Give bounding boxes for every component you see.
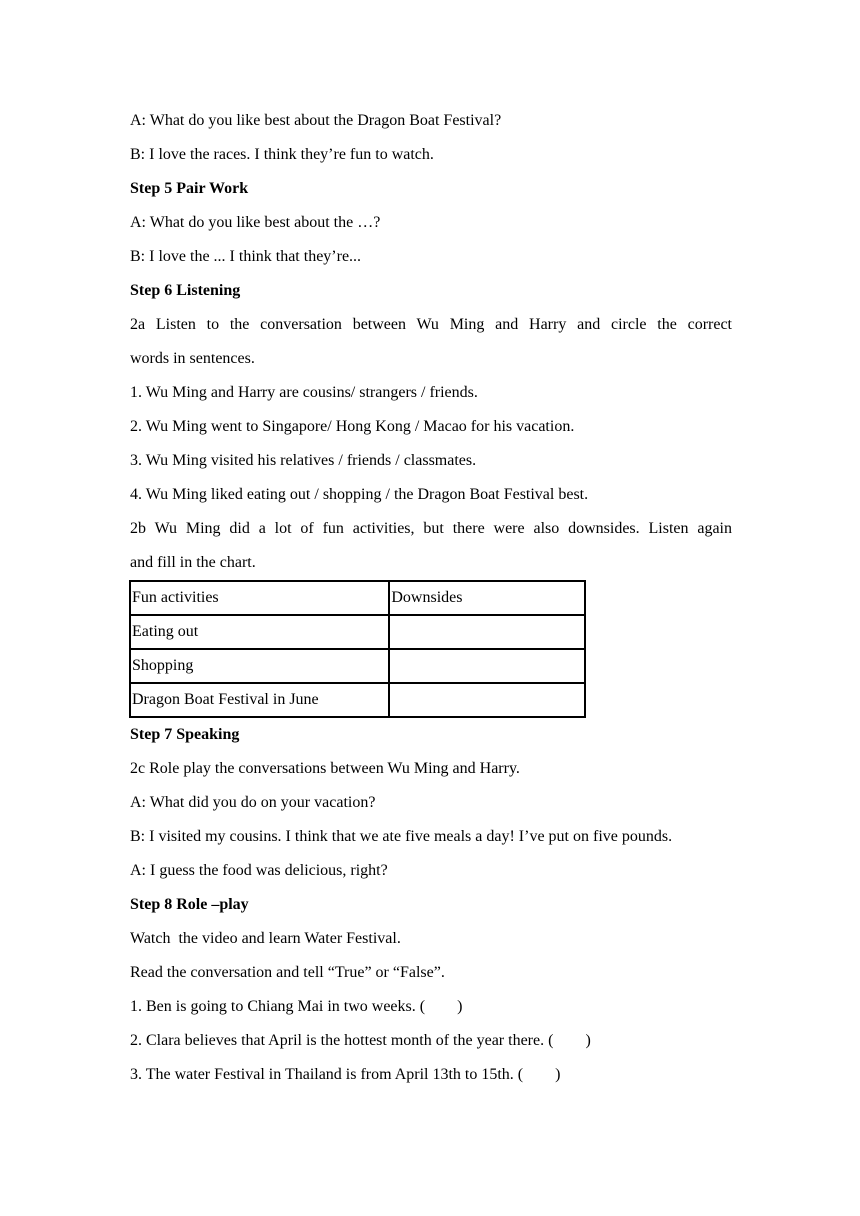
question-item: 1. Wu Ming and Harry are cousins/ strangers / friends. bbox=[130, 384, 478, 401]
dialogue-line: A: What do you like best about the …? bbox=[130, 214, 381, 231]
activities-chart bbox=[129, 580, 586, 718]
step-heading: Step 6 Listening bbox=[130, 282, 241, 299]
dialogue-line: A: What did you do on your vacation? bbox=[130, 794, 376, 811]
table-cell-blank bbox=[389, 683, 585, 717]
document-page bbox=[130, 104, 732, 1092]
task-2b-instruction-cont: and fill in the chart. bbox=[130, 554, 256, 571]
step-heading: Step 5 Pair Work bbox=[130, 180, 249, 197]
question-item: 3. Wu Ming visited his relatives / friends / classmates. bbox=[130, 452, 477, 469]
table-row bbox=[130, 615, 585, 649]
table-cell: Shopping bbox=[130, 649, 389, 683]
table-row bbox=[130, 649, 585, 683]
task-2a-instruction: 2a Listen to the conversation between Wu Ming and Harry and circle the correct bbox=[130, 316, 732, 333]
true-false-item: 3. The water Festival in Thailand is from April 13th to 15th. ( ) bbox=[130, 1066, 561, 1083]
table-header-row bbox=[130, 581, 585, 615]
task-2b-instruction: 2b Wu Ming did a lot of fun activities, but there were also downsides. Listen again bbox=[130, 520, 732, 537]
table-cell: Eating out bbox=[130, 615, 389, 649]
table-cell-blank bbox=[389, 615, 585, 649]
step-heading: Step 7 Speaking bbox=[130, 726, 240, 743]
task-2a-instruction-cont: words in sentences. bbox=[130, 350, 255, 367]
table-header-cell: Fun activities bbox=[130, 581, 389, 615]
table-header-cell: Downsides bbox=[389, 581, 585, 615]
question-item: 2. Wu Ming went to Singapore/ Hong Kong / Macao for his vacation. bbox=[130, 418, 575, 435]
true-false-item: 2. Clara believes that April is the hottest month of the year there. ( ) bbox=[130, 1032, 591, 1049]
dialogue-line: A: I guess the food was delicious, right? bbox=[130, 862, 388, 879]
instruction-line: Watch the video and learn Water Festival. bbox=[130, 930, 401, 947]
dialogue-line: B: I love the races. I think they’re fun to watch. bbox=[130, 146, 434, 163]
dialogue-line: A: What do you like best about the Dragon Boat Festival? bbox=[130, 112, 502, 129]
dialogue-line: B: I visited my cousins. I think that we ate five meals a day! I’ve put on five pounds. bbox=[130, 828, 673, 845]
step-heading: Step 8 Role –play bbox=[130, 896, 249, 913]
true-false-item: 1. Ben is going to Chiang Mai in two weeks. ( ) bbox=[130, 998, 463, 1015]
instruction-line: Read the conversation and tell “True” or “False”. bbox=[130, 964, 445, 981]
table-row bbox=[130, 683, 585, 717]
task-2c-instruction: 2c Role play the conversations between Wu Ming and Harry. bbox=[130, 760, 520, 777]
question-item: 4. Wu Ming liked eating out / shopping / the Dragon Boat Festival best. bbox=[130, 486, 589, 503]
dialogue-line: B: I love the ... I think that they’re... bbox=[130, 248, 362, 265]
table-cell-blank bbox=[389, 649, 585, 683]
table-cell: Dragon Boat Festival in June bbox=[130, 683, 389, 717]
